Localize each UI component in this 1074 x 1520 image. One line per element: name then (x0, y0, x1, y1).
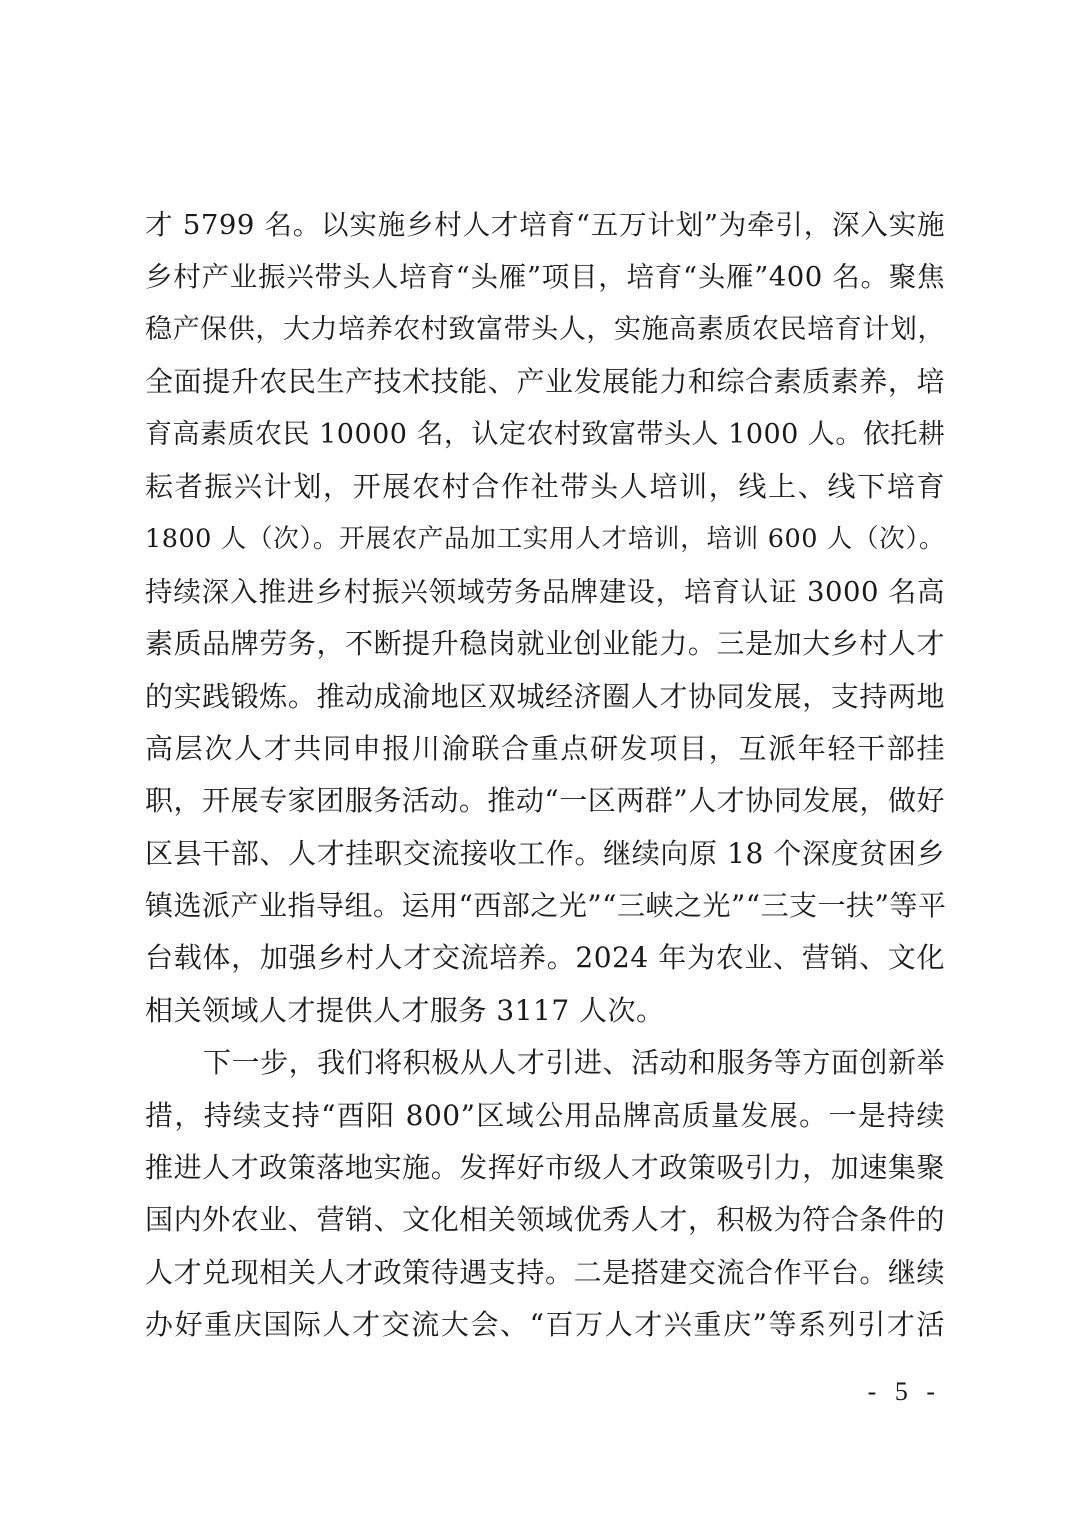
text-line: 推进人才政策落地实施。发挥好市级人才政策吸引力，加速集聚 (145, 1151, 945, 1185)
text-line: 素质品牌劳务，不断提升稳岗就业创业能力。三是加大乡村人才 (145, 627, 945, 661)
paragraph-1 (145, 199, 945, 1037)
page-number: - 5 - (867, 1377, 941, 1406)
text-line: 相关领域人才提供人才服务 3117 人次。 (145, 993, 665, 1027)
text-line: 全面提升农民生产技术技能、产业发展能力和综合素质素养，培 (145, 365, 945, 399)
text-line: 措，持续支持“酉阳 800”区域公用品牌高质量发展。一是持续 (145, 1098, 945, 1132)
text-line: 国内外农业、营销、文化相关领域优秀人才，积极为符合条件的 (145, 1203, 945, 1237)
text-line: 才 5799 名。以实施乡村人才培育“五万计划”为牵引，深入实施 (145, 209, 945, 241)
text-line: 稳产保供，大力培养农村致富带头人，实施高素质农民培育计划， (145, 313, 945, 345)
text-line: 的实践锻炼。推动成渝地区双城经济圈人才协同发展，支持两地 (145, 679, 945, 713)
text-line: 乡村产业振兴带头人培育“头雁”项目，培育“头雁”400 名。聚焦 (145, 261, 945, 294)
text-line: 区县干部、人才挂职交流接收工作。继续向原 18 个深度贫困乡 (145, 836, 945, 870)
text-line: 耘者振兴计划，开展农村合作社带头人培训，线上、线下培育 (145, 469, 945, 503)
paragraph-2 (145, 1037, 945, 1351)
text-line: 1800 人（次）。开展农产品加工实用人才培训，培训 600 人（次）。 (145, 524, 945, 555)
text-line: 人才兑现相关人才政策待遇支持。二是搭建交流合作平台。继续 (145, 1255, 945, 1289)
text-line: 育高素质农民 10000 名，认定农村致富带头人 1000 人。依托耕 (145, 418, 946, 450)
body-text (145, 199, 945, 1352)
text-line: 办好重庆国际人才交流大会、“百万人才兴重庆”等系列引才活 (145, 1308, 945, 1342)
text-line: 下一步，我们将积极从人才引进、活动和服务等方面创新举 (203, 1046, 945, 1080)
text-line: 持续深入推进乡村振兴领域劳务品牌建设，培育认证 3000 名高 (145, 575, 945, 608)
text-line: 镇选派产业指导组。运用“西部之光”“三峡之光”“三支一扶”等平 (145, 889, 947, 923)
text-line: 职，开展专家团服务活动。推动“一区两群”人才协同发展，做好 (145, 784, 945, 818)
text-line: 高层次人才共同申报川渝联合重点研发项目，互派年轻干部挂 (145, 731, 945, 765)
text-line: 台载体，加强乡村人才交流培养。2024 年为农业、营销、文化 (145, 941, 945, 975)
